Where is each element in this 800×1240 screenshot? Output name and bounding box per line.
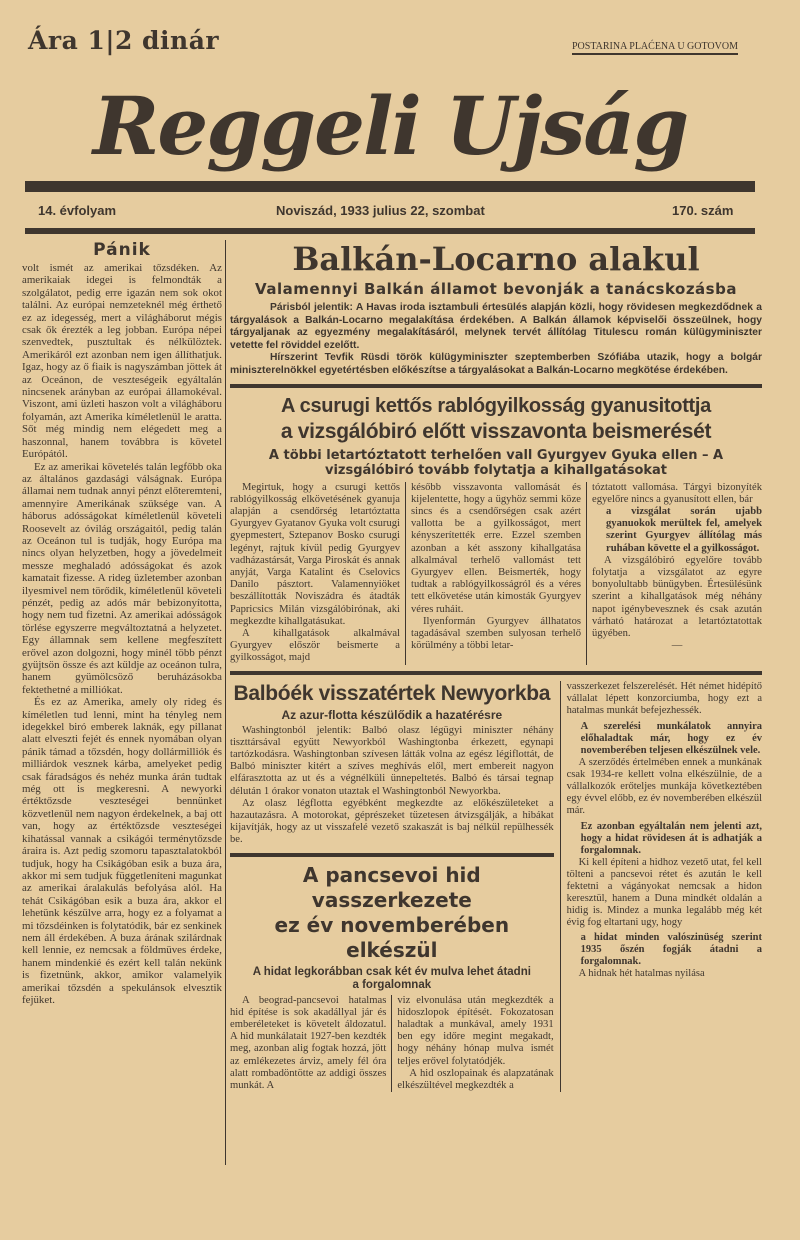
article-balkan xyxy=(230,240,762,378)
paragraph: Hírszerint Tevfik Rüsdi török külügyminiszter szeptemberben Szófiába utazik, hogy a bolgár miniszterelnökkel egyetértésben előkészítse a tárgyalásokat a Balkán-Locarno megkötése érdekében. xyxy=(230,352,762,376)
newspaper-title: Reggeli Ujság xyxy=(92,79,688,173)
csurug-column-1 xyxy=(230,482,405,665)
masthead-rule xyxy=(25,181,755,192)
paragraph: Megirtuk, hogy a csurugi kettős rablógyilkosság elkövetésének gyanuja alapján a csendőrség letartóztatta Gyurgyev Gyatanov Gyuka volt csurugi gyepmestert, Sztepanov Bosko csurugi legényt, rajtuk kívül pedig Gyurgyev vadházastársát, Varga Piroskát és annak anyját, Varga Katalint és Cselovics Danilo pásztort. Valamennyiöket beszállították Noviszádra és átadták Papricsics Milán vizsgálóbirónak, aki megkezdte kihallgatásukat. xyxy=(230,481,400,627)
lower-left xyxy=(230,681,560,1093)
volume-label: 14. évfolyam xyxy=(38,203,117,218)
header-rule xyxy=(25,228,755,234)
headline-line-1: A pancsevoi hid vasszerkezete xyxy=(302,862,481,912)
paragraph: Az olasz légflotta egyébként megkezdte az előkészületeket a hazautazásra. A motorokat, géprészeket tüzetesen átvizsgálják, a hibákat kijavítják, hogy az ut visszafelé vezető szakaszát is baj nélkül repülhessék be. xyxy=(230,797,554,846)
subheadline: Az azur-flotta készülődik a hazatérésre xyxy=(281,707,503,722)
article-body xyxy=(230,302,762,378)
csurug-columns xyxy=(230,482,762,665)
headline: Balbóék visszatértek Newyorkba xyxy=(233,681,551,705)
paragraph: Ki kell építeni a hidhoz vezető utat, fel kell tölteni a pancsevoi rétet és azután le kell fektetni a vágányokat nemcsak a hidon keresztül, hanem a Duna mindkét oldalán a hidig is. Mindez a munka legalább még két évig fog eltartani ugy, hogy xyxy=(566,856,762,928)
headline: Balkán-Locarno alakul xyxy=(292,240,700,278)
headline-line-2: a vizsgálóbiró előtt visszavonta beismerését xyxy=(280,419,712,443)
paragraph: A vizsgálóbiró egyelőre tovább folytatja a vizsgálatot az egyre bonyolultabb bünügyben. Értesülésünk szerint a kihallgatások még néhány napot igénybevesznek és csak azután várható határozat a letartóztatottak ügyében. xyxy=(592,554,762,639)
article-csurug xyxy=(230,394,762,665)
postage-notice: POSTARINA PLAĆENA U GOTOVOM xyxy=(572,41,738,55)
article-panik xyxy=(22,240,222,1006)
main-content xyxy=(230,240,762,1092)
highlight-paragraph: a vizsgálat során ujabb gyanuokok merültek fel, amelyek szerint Gyurgyev állítólag más ruhában követte el a gyilkosságot. xyxy=(606,505,762,554)
paragraph: A szerződés értelmében ennek a munkának csak 1934-re kellett volna elkészülnie, de a vállalkozók erőteljes munkája következtében egy évvel előbb, ez év novemberében elkészül már. xyxy=(566,756,762,816)
subheadline: A többi letartóztatott terhelően vall Gyurgyev Gyuka ellen – A vizsgálóbiró tovább folytatja a kihallgatásokat xyxy=(268,447,724,478)
paragraph: És ez az Amerika, amely oly rideg és kíméletlen tud lenni, mint ha tényleg nem idegekkel biró emberek laknák, egy pillanat alatt elveszti fejét és ennek nyomában olyan pánik támad a tőzsdén, hogy dollármilliók és milliárdok vesznek kárba, amelyeket pedig csak fáradságos és nehéz munka árán tudtak még ott is megkeresni. A newyorki értéktőzsde veszteségei bennünket közvetlenül nem nagyon érdekelnek, a baj ott van, hogy az értéktőzsde veszteségei kihatással vannak a csikágói terménytőzsde áraira is. Azt pedig szomoru tapasztalatokból tudjuk, hogy ha Csikágóban esik a buza ára, akkor mi sem tudjuk függetleníteni magunkat az amerikai áralakulás befolyása alól. Ha tehát Csikágóban esik a buza ára, akkor el lehetünk készülve arra, hogy ez a folyamat a mi tőzsdéinken is folytatódik, bár ez senkinek nem áll érdekében. A buza árának szilárdnak kell lennie, ez nemcsak a földmüves érdeke, hanem mindenkié és ezért kell talán nekünk is fizetnünk, akkor, amikor valamelyik amerikai tőzsdén a spekulánsok elvesztik fejüket. xyxy=(22,696,222,1006)
paragraph: Párisból jelentik: A Havas iroda isztambuli értesülés alapján közli, hogy rövidesen megkezdődnek a tárgyalások a Balkán-Locarno megalakítása érdekében. A Balkán államok képviselői összeülnek, hogy tárgyaljanak az egyezmény megalakításáról, melynek tervét állítólag Titulescu román külügyminiszter vetette fel röviddel ezelőtt. xyxy=(230,302,762,351)
paragraph: Ilyenformán Gyurgyev állhatatos tagadásával szemben sulyosan terhelő körülmény a többi letar- xyxy=(411,615,581,652)
section-rule xyxy=(230,384,762,388)
paragraph: később visszavonta vallomását és kijelentette, hogy a ügyhöz semmi köze sincs és a csendőrségen csak azért vallotta be a gyilkosságot, mert kényszerítették erre. Ezzel szemben azonban a két asszony kihallgatása alkalmával terhelő vallomást tett Gyurgyev ellen. Beismerték, hogy tudtak a rablógyilkosságról és a véres tett elkövetése után kimosták Gyurgyev véres ruháit. xyxy=(411,481,581,615)
article-body xyxy=(230,725,554,847)
paragraph: A hidnak hét hatalmas nyilása xyxy=(578,967,705,979)
article-hid xyxy=(230,863,554,1093)
hid-column-3 xyxy=(560,681,762,1093)
paragraph: viz elvonulása után megkezdték a hidoszlopok építését. Fokozatosan haladtak a munkával, amely 1931 ben egy időre megint megakadt, hogy néhány hónap mulva ismét teljes erővel folytatódjék. xyxy=(397,994,554,1067)
paragraph: volt ismét az amerikai tőzsdéken. Az amerikaiak idegei is felmondták a szolgálatot, pedig erre igazán nem sok okot találni. Az európai nemzeteknél még érthető ez az idegesség, mert a világháborut mégis csak ők érezték a leg jobban. Európa népei szenvedtek, pusztultak és nélkülöztek. Amerikáról ezt azonban nem igen állíthatjuk. Igaz, hogy az ő fiaik is nagyszámban jöttek át az Oceánon, de veszteségeik egyáltalán nincsenek arányban az európai államokéval. Viszont, ami üzleti haszon volt a világháboru folyamán, azt Amerika kíméletlenül le aratta. Sőt még mindig nem elégedett meg a haszonnal, hanem továbbra is követel Európától. xyxy=(22,262,222,461)
paragraph: vasszerkezet felszerelését. Hét német hidépítő vállalat lépett konzorciumba, hogy ezt a hatalmas munkát befejezhessék. xyxy=(566,680,762,716)
paragraph: Ez az amerikai követelés talán legfőbb oka az általános gazdasági válságnak. Európa államai nem tudnak annyi pénzt előteremteni, amennyire Amerikának szüksége van. A háborus adósságokat kíméletlenül követeli Roosevelt az óvilág országaitól, pedig talán az Oceánon tul is tudják, hogy Európa ma nincs olyan helyzetben, hogy a jövedelmeit messze meghaladó adósságokat és azok kamatait fizesse. A rideg üzletember azonban ilyesmivel nem törődik, kíméletlenül követeli pénzét, pedig az adós már bebizonyította, hogy nem tud fizetni. Az amerikai adósságok törlése egyszerre megváltoztatná a helyzetet. Egy államnak sem kellene megfeszített erővel azon dolgozni, hogy minél több pénzt gyüjtsön össze és azt küldje az oceánon tulra, hanem gyümölcsöző beruházásokba fektethetné a milliókat. xyxy=(22,460,222,696)
lower-section xyxy=(230,681,762,1093)
headline-line-1: A csurugi kettős rablógyilkosság gyanusitottja xyxy=(281,394,711,417)
highlight-paragraph: A szerelési munkálatok annyira előhaladtak már, hogy ez év novemberében teljesen elkészülnek vele. xyxy=(580,720,762,756)
hid-columns xyxy=(230,995,554,1093)
dateline: Noviszád, 1933 julius 22, szombat xyxy=(276,203,485,218)
paragraph: tóztatott vallomása. Tárgyi bizonyíték egyelőre nincs a gyanusított ellen, bár xyxy=(592,481,762,505)
hid-column-1 xyxy=(230,995,391,1093)
section-rule xyxy=(230,671,762,675)
paragraph: A kihallgatások alkalmával Gyurgyev először beismerte a gyilkosságot, majd xyxy=(230,628,400,664)
column-divider xyxy=(225,240,226,1165)
paragraph: A hid oszlopainak és alapzatának elkészültével megkezdték a xyxy=(397,1067,554,1092)
csurug-column-2 xyxy=(405,482,586,665)
price-label: Ára 1|2 dinár xyxy=(28,26,220,55)
headline-line-2: ez év novemberében elkészül xyxy=(274,912,510,962)
article-body xyxy=(22,262,222,1006)
subheadline: A hidat legkorábban csak két év mulva lehet átadni a forgalomnak xyxy=(252,965,531,991)
hid-column-2 xyxy=(391,995,553,1093)
subheadline: Valamennyi Balkán államot bevonják a tanácskozásba xyxy=(255,280,737,298)
csurug-column-3 xyxy=(586,482,762,665)
section-rule xyxy=(230,853,554,857)
paragraph: Washingtonból jelentik: Balbó olasz légügyi miniszter néhány tiszttársával együtt Newyorkból Washingtonba érkezett, egynapi tartózkodásra. Washingtonban szívesen látták volna az egész légiflottát, de Balbó miniszter kitért a szíves meghívás elől, mert embereit nagyon elfárasztotta az ut és a végnélküli ünnepeltetés. Balbó és társai tegnap délután 1 órakor vonaton utaztak el Washingtonból Newyorkba. xyxy=(230,724,554,797)
paragraph: A beograd-pancsevoi hatalmas hid építése is sok akadállyal jár és emberéleteket is követelt áldozatul. A hid munkálatait 1927-ben kezdték meg, azonban alig fogtak hozzá, jött az emlékezetes árviz, amely fél óra alatt rombadöntötte az addigi összes munkát. A xyxy=(230,994,387,1092)
article-title: Pánik xyxy=(93,240,151,260)
highlight-paragraph: a hidat minden valószinüség szerint 1935 őszén fogják átadni a forgalomnak. xyxy=(580,931,762,967)
end-mark: — xyxy=(671,640,683,652)
article-balbo xyxy=(230,681,554,847)
issue-number: 170. szám xyxy=(672,203,734,218)
highlight-paragraph: Ez azonban egyáltalán nem jelenti azt, hogy a hidat rövidesen át is adhatják a forgalomnak. xyxy=(580,820,762,856)
